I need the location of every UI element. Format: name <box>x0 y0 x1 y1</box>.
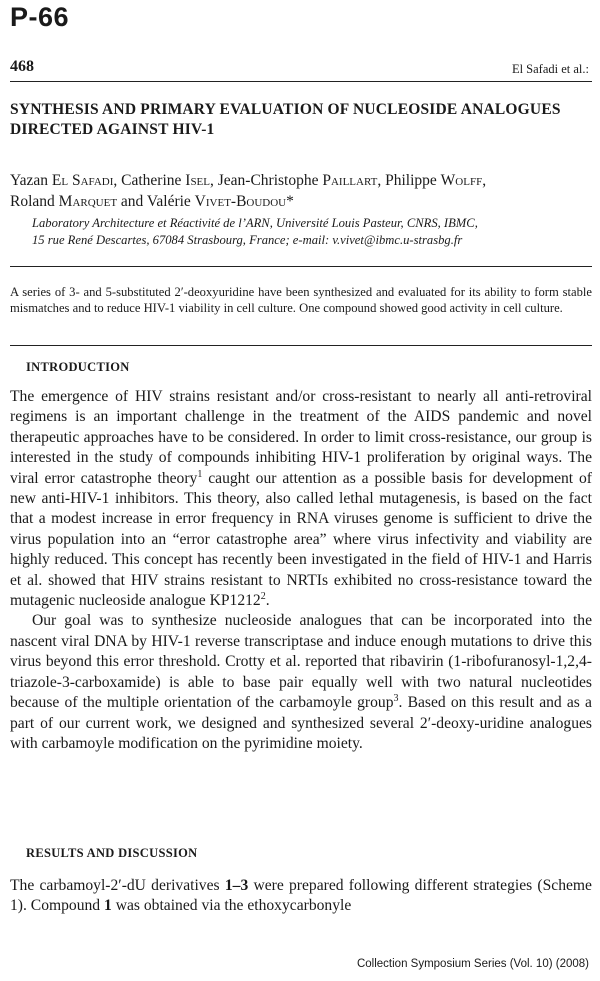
affiliation <box>32 215 597 249</box>
author: Jean-Christophe Paillart, <box>217 172 386 189</box>
citation-ref: 2 <box>260 590 266 602</box>
compound-ref: 1 <box>104 897 112 915</box>
paragraph: Our goal was to synthesize nucleoside analogues that can be incorporated into the nascent viral DNA by HIV-1 reverse transcriptase and induce enough mutations to drive this virus beyond this error threshold. Crotty et al. reported that ribavirin (1-ribofuranosyl-1,2,4-triazole-3-carboxamide) is able to base pair equally well with two natural nucleotides because of the multiple orientation of the carbamoyle group$^3$. Based on this result and as a part of our current work, we designed and synthesized several 2′-deoxy-uridine analogues with carbamoyle modification on the pyrimidine moiety. <box>10 612 592 752</box>
article-title: SYNTHESIS AND PRIMARY EVALUATION OF NUCLEOSIDE ANALOGUES DIRECTED AGAINST HIV-1 <box>10 101 561 138</box>
author: Philippe Wolff, <box>385 172 487 189</box>
abstract-bottom-rule <box>10 345 592 346</box>
citation-ref: 1 <box>197 468 203 480</box>
citation-ref: 3 <box>393 692 399 704</box>
author: Catherine Isel, <box>121 172 218 189</box>
affiliation-line: 15 rue René Descartes, 67084 Strasbourg, France; e-mail: v.vivet@ibmc.u-strasbg.fr <box>32 233 463 247</box>
introduction-body <box>10 387 592 754</box>
author: Valérie Vivet-Boudou* <box>146 193 294 210</box>
compound-ref: 1–3 <box>224 877 249 894</box>
paragraph: The emergence of HIV strains resistant and/or cross-resistant to nearly all anti-retroviral regimens is an important challenge in the treatment of the AIDS pandemic and novel therapeutic approaches have to be considered. In order to limit cross-resistance, our group is interested in the study of compounds inhibiting HIV-1 proliferation by original ways. The viral error catastrophe theory$^1$ caught our attention as a possible basis for development of new anti-HIV-1 inhibitors. This theory, also called lethal mutagenesis, is based on the fact that a modest increase in error frequency in RNA viruses genome is sufficient to drive the virus population into an “error catastrophe area” where virus infectivity and viability are highly reduced. This concept has recently been investigated in the field of HIV-1 and Harris et al. showed that HIV strains resistant to NRTIs exhibited no cross-resistance toward the mutagenic nucleoside analogue KP1212$^2$. <box>10 388 592 610</box>
section-heading-introduction: INTRODUCTION <box>26 360 130 374</box>
series-footer: Collection Symposium Series (Vol. 10) (2008) <box>356 958 589 970</box>
paragraph: The carbamoyl-2′-dU derivatives 1–3 were prepared following different strategies (Scheme 1). Compound 1 was obtained via the ethoxycarbonyle <box>10 877 592 915</box>
affiliation-line: Laboratory Architecture et Réactivité de l’ARN, Université Louis Pasteur, CNRS, IBMC, <box>32 216 478 230</box>
author: Roland Marquet and <box>10 193 147 210</box>
author-list <box>10 170 595 212</box>
abstract: A series of 3- and 5-substituted 2′-deoxyuridine have been synthesized and evaluated for its ability to form stable mismatches and to reduce HIV-1 viability in cell culture. One compound showed good activity in cell culture. <box>10 285 592 316</box>
page-identifier: P-66 <box>10 2 70 32</box>
header-rule <box>10 81 592 82</box>
results-body <box>10 876 592 917</box>
section-heading-results: RESULTS AND DISCUSSION <box>26 846 198 860</box>
abstract-top-rule <box>10 266 592 267</box>
page-number: 468 <box>10 58 34 75</box>
author: Yazan El Safadi, <box>10 172 122 189</box>
running-head: El Safadi et al.: <box>511 62 589 76</box>
